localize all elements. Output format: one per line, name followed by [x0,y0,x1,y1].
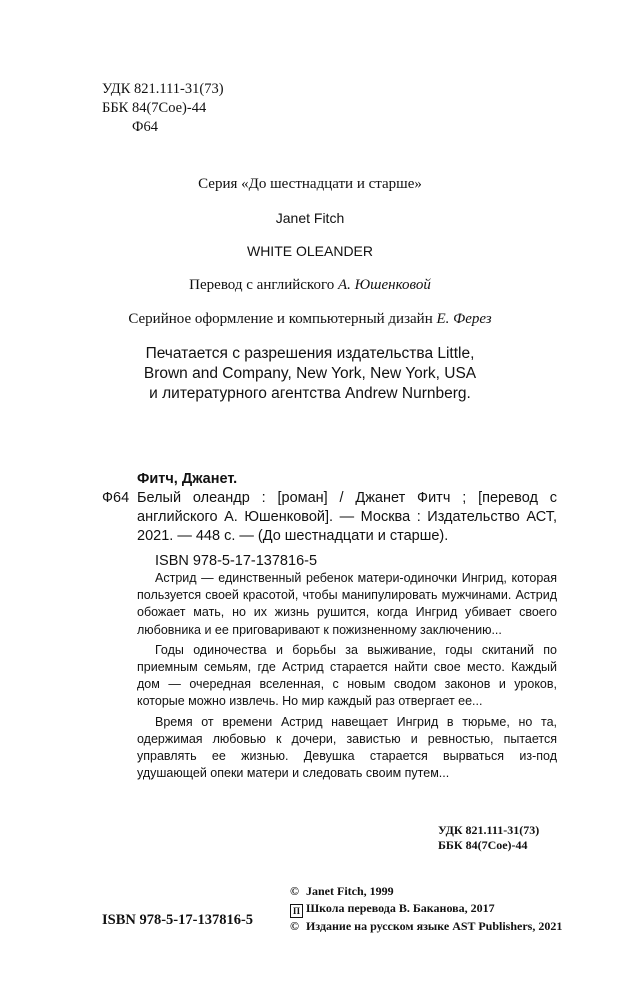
translation-prefix: Перевод с английского [189,277,338,293]
bib-row [102,489,557,546]
copyright-icon: © [290,918,299,933]
bib-isbn: ISBN 978-5-17-137816-5 [155,553,318,569]
abstract [137,570,557,785]
classification-repeat [438,823,539,853]
udk-code: УДК 821.111-31(73) [102,81,224,97]
author-mark: Ф64 [132,119,158,135]
permission-line: Печатается с разрешения издательства Little, [145,345,475,362]
translator-name: А. Юшенковой [338,277,431,293]
original-author: Janet Fitch [275,210,345,226]
copyright-icon: © [290,884,299,898]
permission-line: и литературного агентства Andrew Nurnberg. [149,385,471,402]
bib-author-heading: Фитч, Джанет. [137,471,238,487]
abstract-paragraph: Астрид — единственный ребенок матери-одиночки Ингрид, которая пользуется своей красотой, чтобы манипулировать мужчинами. Астрид обожает мать, но их жизнь рушится, когда Ингрид убивает своего любовника и ее приговаривают к пожизненному заключению... [137,571,557,637]
abstract-paragraph: Время от времени Астрид навещает Ингрид в тюрьме, но та, одержимая любовью к дочери, завистью и ревностью, пытается управлять ее жизнью. Девушка старается вырваться из-под удушающей опеки матери и следовать своим путем... [137,714,557,781]
abstract-paragraph: Годы одиночества и борьбы за выживание, годы скитаний по приемным семьям, где Астрид старается найти свое место. Каждый дом — очередная вселенная, с новым сводом законов и уроков, которые можно извлечь. Но мир каждый раз отвергает ее... [137,642,557,709]
udk-code-repeat: УДК 821.111-31(73) [438,823,540,837]
copyright-text: Школа перевода В. Баканова, 2017 [306,900,495,915]
designer-name: Е. Ферез [436,311,492,327]
series-line: Серия «До шестнадцати и старше» [198,176,422,192]
copyright-block [290,883,562,934]
bbk-code-repeat: ББК 84(7Сое)-44 [438,838,528,852]
copyright-line [290,883,562,900]
copyright-line [290,900,562,918]
permission-line: Brown and Company, New York, New York, USA [143,365,477,382]
translation-credit [60,275,560,295]
permission-notice [110,344,510,404]
design-credit [60,309,560,329]
translation-school-icon: П [290,904,303,918]
bib-code: Ф64 [102,490,130,506]
bibliographic-record [102,470,557,571]
bib-description: Белый олеандр : [роман] / Джанет Фитч ; [перевод с английского А. Юшенковой]. — Москва : Издательство АСТ, 2021. — 448 с. — (До шестнадцати и старше). [137,490,557,544]
bbk-code: ББК 84(7Сое)-44 [102,100,207,116]
copyright-text: Janet Fitch, 1999 [306,884,394,898]
copyright-line [290,918,562,935]
original-title: WHITE OLEANDER [246,243,373,259]
isbn-bottom: ISBN 978-5-17-137816-5 [102,912,254,928]
design-prefix: Серийное оформление и компьютерный дизайн [128,311,437,327]
copyright-text: Издание на русском языке AST Publishers, 2021 [306,918,563,933]
classification-block [102,80,224,137]
